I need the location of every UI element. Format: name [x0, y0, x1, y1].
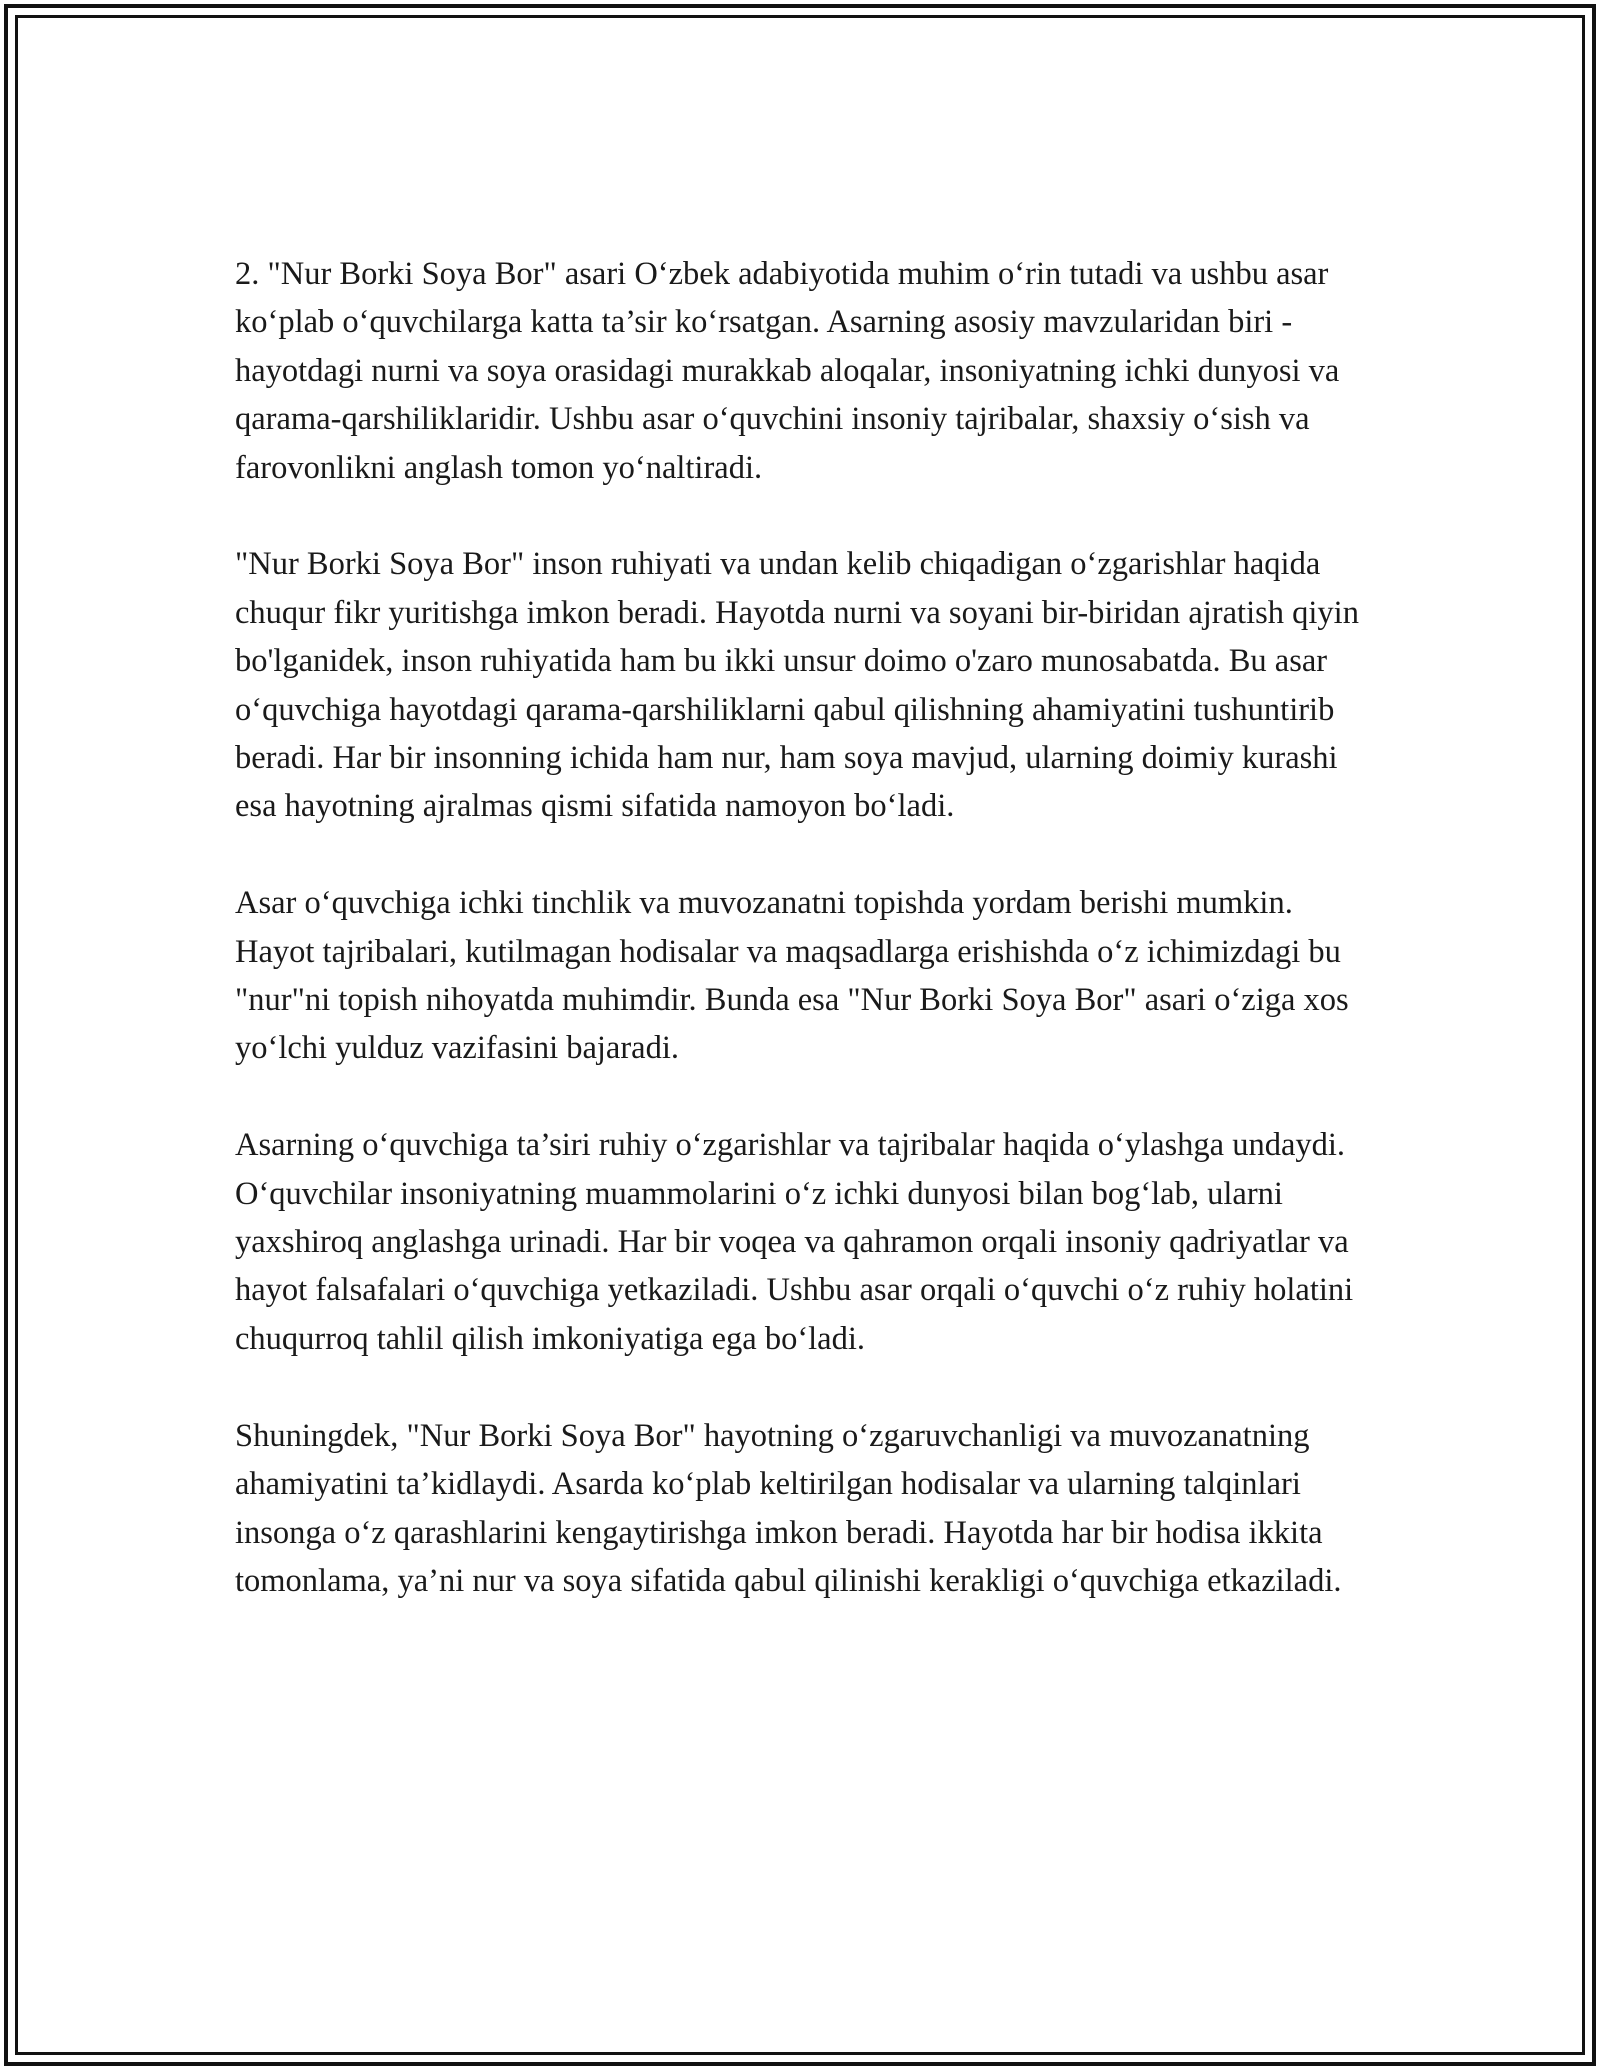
paragraph-1: 2. "Nur Borki Soya Bor" asari O‘zbek adabiyotida muhim o‘rin tutadi va ushbu asar ko‘plab o‘quvchilarga katta ta’sir ko‘rsatgan. Asarning asosiy mavzularidan biri - hayotdagi nurni va soya orasidagi murakkab aloqalar, insoniyatning ichki dunyosi va qarama-qarshiliklaridir. Ushbu asar o‘quvchini insoniy tajribalar, shaxsiy o‘sish va farovonlikni anglash tomon yo‘naltiradi.: [235, 256, 1340, 486]
paragraph-5: Shuningdek, "Nur Borki Soya Bor" hayotning o‘zgaruvchanligi va muvozanatning ahamiyatini ta’kidlaydi. Asarda ko‘plab keltirilgan hodisalar va ularning talqinlari insonga o‘z qarashlarini kengaytirishga imkon beradi. Hayotda har bir hodisa ikkita tomonlama, ya’ni nur va soya sifatida qabul qilinishi kerakligi o‘quvchiga etkaziladi.: [235, 1417, 1342, 1599]
paragraph-2: "Nur Borki Soya Bor" inson ruhiyati va undan kelib chiqadigan o‘zgarishlar haqida chuqur fikr yuritishga imkon beradi. Hayotda nurni va soyani bir-biridan ajratish qiyin bo'lganidek, inson ruhiyatida ham bu ikki unsur doimo o'zaro munosabatda. Bu asar o‘quvchiga hayotdagi qarama-qarshiliklarni qabul qilishning ahamiyatini tushuntirib beradi. Har bir insonning ichida ham nur, ham soya mavjud, ularning doimiy kurashi esa hayotning ajralmas qismi sifatida namoyon bo‘ladi.: [235, 546, 1359, 825]
paragraph-4: Asarning o‘quvchiga ta’siri ruhiy o‘zgarishlar va tajribalar haqida o‘ylashga undaydi. O‘quvchilar insoniyatning muammolarini o‘z ichki dunyosi bilan bog‘lab, ularni yaxshiroq anglashga urinadi. Har bir voqea va qahramon orqali insoniy qadriyatlar va hayot falsafalari o‘quvchiga yetkaziladi. Ushbu asar orqali o‘quvchi o‘z ruhiy holatini chuqurroq tahlil qilish imkoniyatiga ega bo‘ladi.: [235, 1127, 1354, 1357]
paragraph-3: Asar o‘quvchiga ichki tinchlik va muvozanatni topishda yordam berishi mumkin. Hayot tajribalari, kutilmagan hodisalar va maqsadlarga erishishda o‘z ichimizdagi bu "nur"ni topish nihoyatda muhimdir. Bunda esa "Nur Borki Soya Bor" asari o‘ziga xos yo‘lchi yulduz vazifasini bajaradi.: [235, 885, 1349, 1067]
document-body: [235, 250, 1365, 1654]
